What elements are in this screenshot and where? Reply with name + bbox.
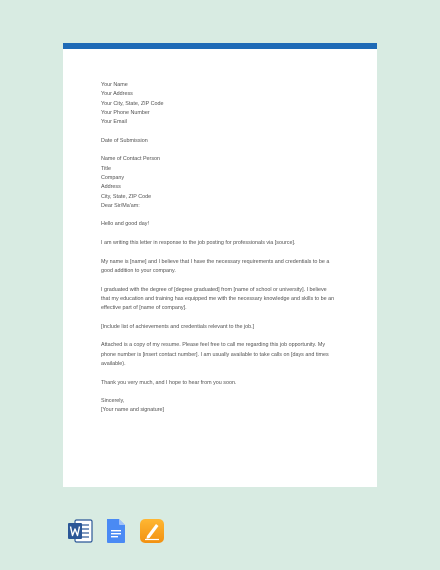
recipient-name: Name of Contact Person: [101, 156, 161, 163]
letter-page: [63, 43, 377, 487]
recipient-address: Address: [101, 184, 121, 191]
sender-address: Your Address: [101, 91, 133, 98]
sender-city: Your City, State, ZIP Code: [101, 100, 164, 107]
sender-phone: Your Phone Number: [101, 109, 150, 116]
greeting: Hello and good day!: [101, 221, 149, 228]
salutation: Dear Sir/Ma'am:: [101, 202, 140, 209]
paragraph-line: My name is [name] and I believe that I have the necessary requirements and credentials to be a: [101, 258, 330, 265]
paragraph-line: I am writing this letter in response to the job posting for professionals via [source].: [101, 240, 296, 247]
paragraph-education: [101, 286, 341, 314]
paragraph-line: that my education and training has equipped me with the necessary knowledge and skills to be an: [101, 295, 335, 302]
sender-email: Your Email: [101, 119, 127, 126]
paragraph-thanks: [101, 379, 341, 388]
paragraph-line: [Include list of achievements and credentials relevant to the job.]: [101, 323, 255, 330]
paragraph-line: good addition to your company.: [101, 267, 176, 274]
sender-name: Your Name: [101, 82, 128, 88]
submission-date: Date of Submission: [101, 137, 148, 144]
closing: Sincerely,: [101, 398, 125, 405]
recipient-city: City, State, ZIP Code: [101, 193, 152, 200]
paragraph-source: [101, 239, 341, 248]
paragraph-line: Thank you very much, and I hope to hear from you soon.: [101, 379, 237, 386]
signature: [Your name and signature]: [101, 407, 165, 414]
paragraph-line: I graduated with the degree of [degree graduated] from [name of school or university]. I believe: [101, 286, 327, 293]
sender-block: [101, 81, 341, 127]
paragraph-intro: [101, 258, 341, 277]
paragraph-achievements: [101, 323, 341, 332]
header-bar: [63, 43, 377, 49]
google-docs-icon[interactable]: [103, 518, 129, 544]
recipient-block: [101, 155, 341, 211]
pages-icon[interactable]: [139, 518, 165, 544]
recipient-title: Title: [101, 165, 111, 172]
letter-body: [101, 81, 341, 416]
paragraph-line: phone number is [insert contact number]. I am usually available to take calls on [days and times: [101, 351, 329, 358]
paragraph-line: available).: [101, 360, 126, 367]
paragraph-line: Attached is a copy of my resume. Please feel free to call me regarding this job opportunity. My: [101, 342, 326, 349]
paragraph-resume: [101, 341, 341, 369]
word-icon[interactable]: [67, 518, 93, 544]
paragraph-line: effective part of [name of company].: [101, 305, 187, 312]
recipient-company: Company: [101, 174, 125, 181]
